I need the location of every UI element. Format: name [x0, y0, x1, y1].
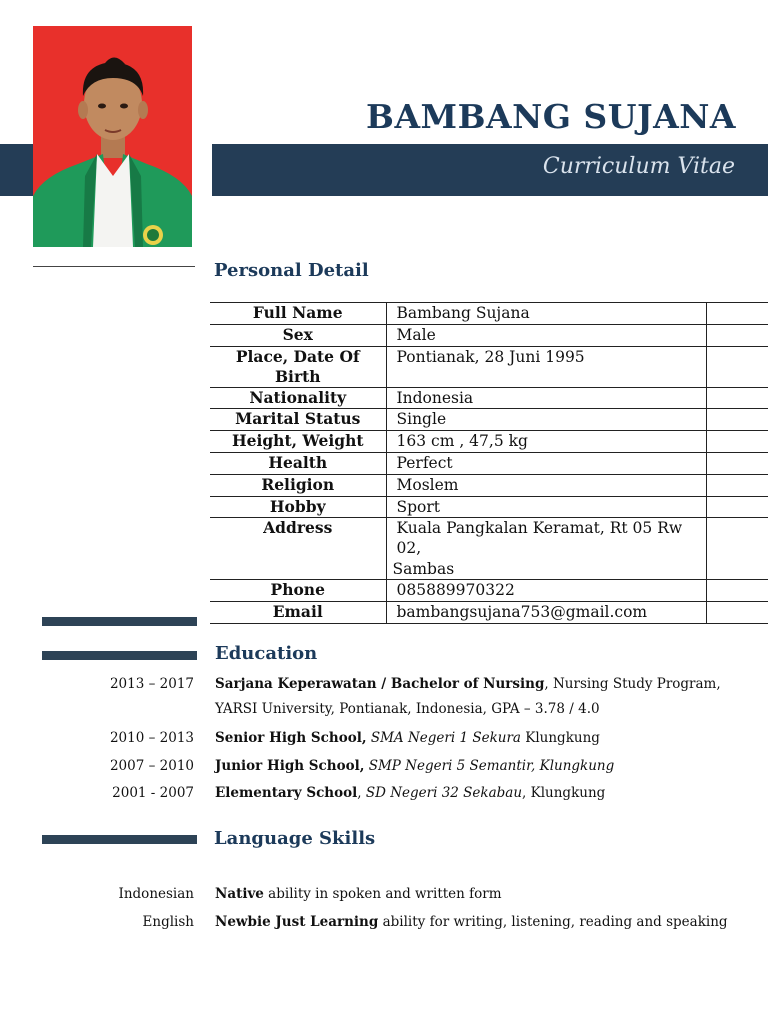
- divider-line: [33, 266, 195, 267]
- divider-bar: [42, 617, 197, 626]
- empty-cell: [706, 474, 768, 496]
- education-text: [215, 758, 614, 774]
- row-label: Height, Weight: [210, 431, 386, 453]
- language-text: [215, 914, 728, 930]
- table-row: [210, 387, 768, 409]
- row-label: Nationality: [210, 387, 386, 409]
- divider-bar: [42, 835, 197, 844]
- empty-cell: [706, 387, 768, 409]
- education-text: [215, 785, 605, 801]
- row-label: Phone: [210, 580, 386, 602]
- row-value: 163 cm , 47,5 kg: [386, 431, 706, 453]
- degree-name: Sarjana Keperawatan / Bachelor of Nursing: [215, 676, 545, 692]
- row-label: Health: [210, 452, 386, 474]
- education-years: 2007 – 2010: [109, 758, 194, 774]
- empty-cell: [706, 431, 768, 453]
- address-line-1: Kuala Pangkalan Keramat, Rt 05 Rw 02,: [396, 519, 683, 558]
- table-row: [210, 431, 768, 453]
- education-text: [215, 730, 600, 746]
- row-value: [386, 518, 706, 580]
- table-row: [210, 303, 768, 325]
- profile-photo: [33, 26, 192, 247]
- school-name: SD Negeri 32 Sekabau: [361, 785, 523, 801]
- empty-cell: [706, 452, 768, 474]
- table-row: [210, 452, 768, 474]
- proficiency-description: ability for writing, listening, reading and speaking: [378, 914, 728, 930]
- row-label: Religion: [210, 474, 386, 496]
- degree-details: , Nursing Study Program,: [544, 676, 721, 692]
- school-level: Junior High School,: [215, 758, 365, 774]
- section-title-education: Education: [215, 643, 318, 664]
- row-value: Indonesia: [386, 387, 706, 409]
- section-title-personal-detail: Personal Detail: [214, 260, 369, 281]
- table-row: [210, 518, 768, 580]
- row-label: Sex: [210, 324, 386, 346]
- proficiency-description: ability in spoken and written form: [263, 886, 502, 902]
- empty-cell: [706, 602, 768, 624]
- table-row: [210, 409, 768, 431]
- empty-cell: [706, 324, 768, 346]
- row-value: bambangsujana753@gmail.com: [386, 602, 706, 624]
- row-value: Single: [386, 409, 706, 431]
- portrait-illustration: [33, 26, 192, 247]
- address-line-2: Sambas: [392, 560, 455, 579]
- row-value: Pontianak, 28 Juni 1995: [386, 346, 706, 387]
- divider-bar: [42, 651, 197, 660]
- person-name: BAMBANG SUJANA: [366, 97, 736, 136]
- row-label: Place, Date Of Birth: [210, 346, 386, 387]
- language-name: English: [142, 914, 194, 930]
- table-row: [210, 324, 768, 346]
- school-location: , Klungkung: [522, 785, 606, 801]
- row-value: Sport: [386, 496, 706, 518]
- row-label: Marital Status: [210, 409, 386, 431]
- school-name: SMA Negeri 1 Sekura: [366, 730, 521, 746]
- table-row: [210, 496, 768, 518]
- row-value: 085889970322: [386, 580, 706, 602]
- school-name: SMP Negeri 5 Semantir, Klungkung: [364, 758, 615, 774]
- document-subtitle: Curriculum Vitae: [542, 154, 735, 179]
- empty-cell: [706, 303, 768, 325]
- table-row: [210, 602, 768, 624]
- table-row: [210, 580, 768, 602]
- personal-detail-table: [210, 302, 768, 624]
- section-title-language-skills: Language Skills: [214, 828, 376, 849]
- education-years: 2013 – 2017: [109, 676, 194, 692]
- empty-cell: [706, 496, 768, 518]
- proficiency-level: Native: [215, 886, 264, 902]
- row-label: Address: [210, 518, 386, 580]
- row-value: Perfect: [386, 452, 706, 474]
- education-years: 2010 – 2013: [109, 730, 194, 746]
- table-row: [210, 346, 768, 387]
- separator: ,: [357, 785, 362, 801]
- header-band-left: [0, 144, 33, 196]
- empty-cell: [706, 346, 768, 387]
- empty-cell: [706, 580, 768, 602]
- empty-cell: [706, 518, 768, 580]
- school-level: Elementary School: [215, 785, 358, 801]
- empty-cell: [706, 409, 768, 431]
- education-text-line2: YARSI University, Pontianak, Indonesia, GPA – 3.78 / 4.0: [215, 701, 600, 717]
- school-location: Klungkung: [520, 730, 600, 746]
- row-value: Male: [386, 324, 706, 346]
- proficiency-level: Newbie Just Learning: [215, 914, 379, 930]
- row-label: Email: [210, 602, 386, 624]
- education-text: [215, 676, 721, 692]
- school-level: Senior High School,: [215, 730, 367, 746]
- row-label: Hobby: [210, 496, 386, 518]
- language-text: [215, 886, 502, 902]
- education-years: 2001 - 2007: [112, 785, 194, 801]
- language-name: Indonesian: [118, 886, 194, 902]
- row-label: Full Name: [210, 303, 386, 325]
- row-value: Bambang Sujana: [386, 303, 706, 325]
- row-value: Moslem: [386, 474, 706, 496]
- table-row: [210, 474, 768, 496]
